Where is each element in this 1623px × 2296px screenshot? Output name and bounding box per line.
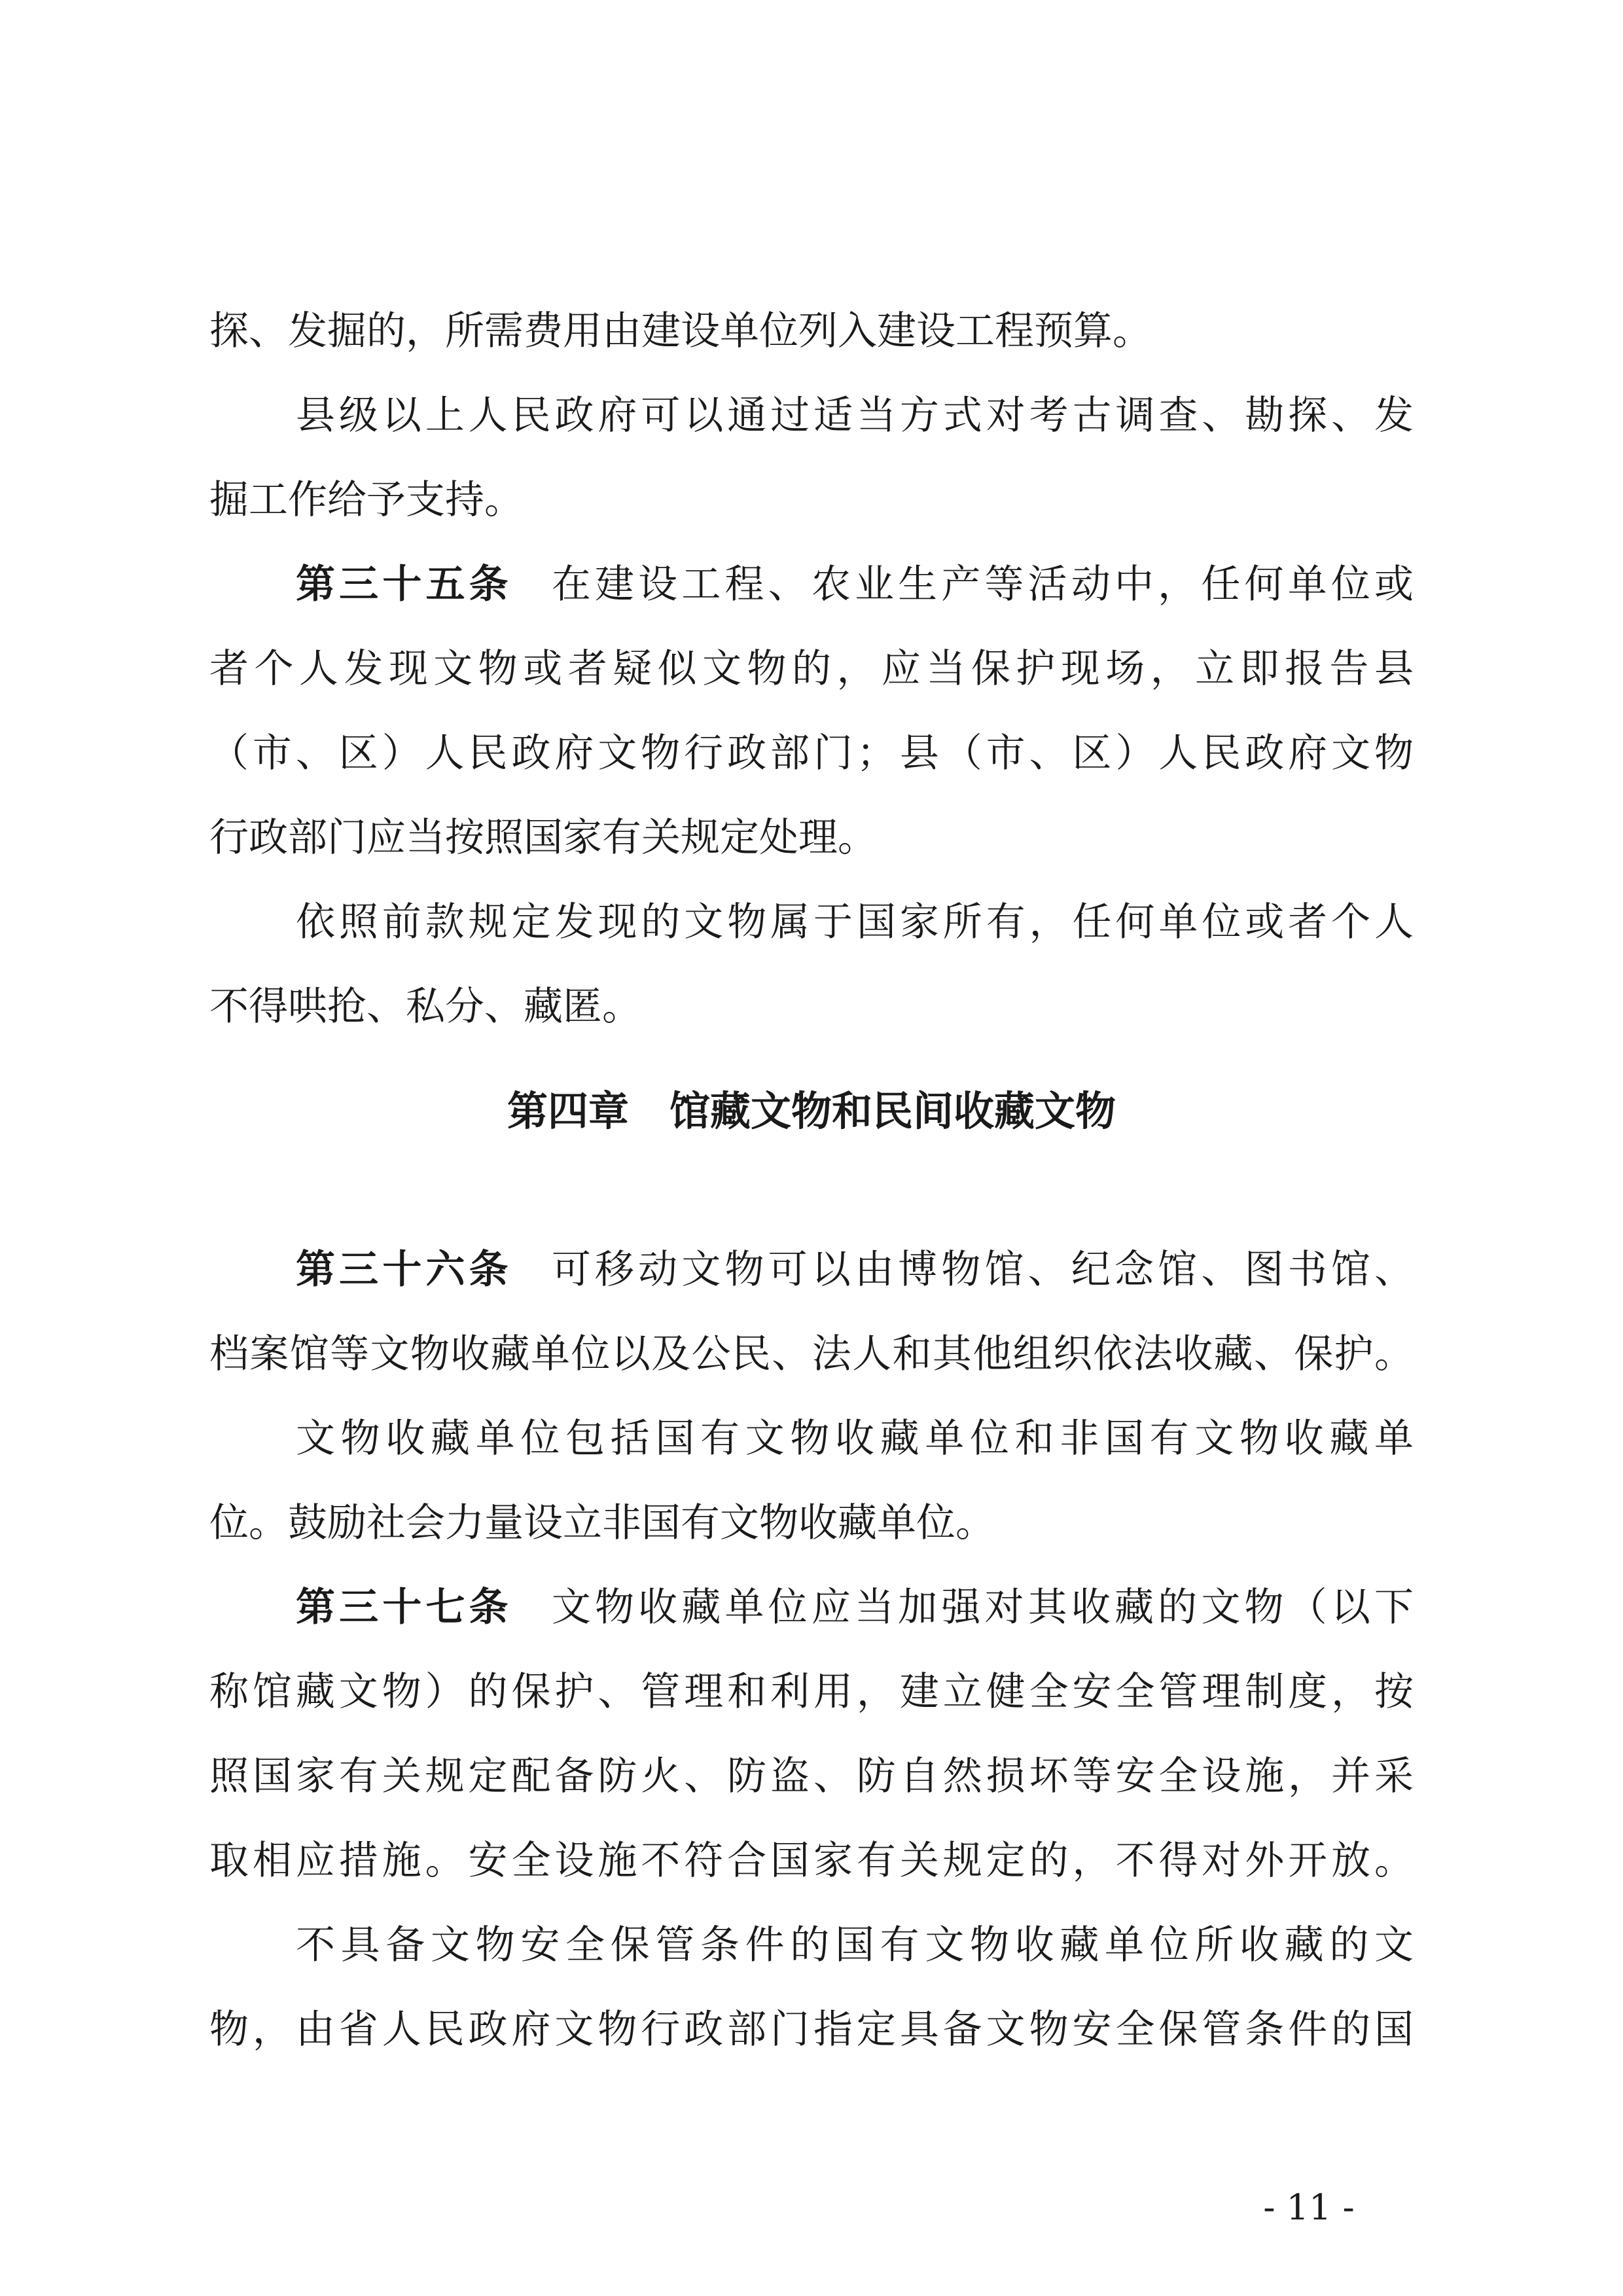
chapter-number: 第四章: [507, 1087, 629, 1135]
paragraph-line: 取相应措施。安全设施不符合国家有关规定的，不得对外开放。: [209, 1838, 1414, 1884]
paragraph-line: 位。鼓励社会力量设立非国有文物收藏单位。: [209, 1500, 995, 1546]
article-35-label: 第三十五条: [296, 562, 512, 607]
paragraph-line: 档案馆等文物收藏单位以及公民、法人和其他组织依法收藏、保护。: [209, 1331, 1414, 1377]
article-36-label: 第三十六条: [296, 1247, 512, 1293]
chapter-heading: [0, 1085, 1623, 1138]
article-35-text: 在建设工程、农业生产等活动中，任何单位或: [551, 562, 1414, 607]
paragraph-line: 称馆藏文物）的保护、管理和利用，建立健全安全管理制度，按: [209, 1669, 1414, 1715]
article-37-text: 文物收藏单位应当加强对其收藏的文物（以下: [551, 1585, 1414, 1630]
paragraph-line: 者个人发现文物或者疑似文物的，应当保护现场，立即报告县: [209, 646, 1414, 692]
paragraph-line: 照国家有关规定配备防火、防盗、防自然损坏等安全设施，并采: [209, 1753, 1414, 1799]
paragraph-line: （市、区）人民政府文物行政部门；县（市、区）人民政府文物: [209, 730, 1414, 776]
article-36-first-line: [296, 1244, 1414, 1296]
article-36-text: 可移动文物可以由博物馆、纪念馆、图书馆、: [551, 1247, 1414, 1293]
article-35-first-line: [296, 558, 1414, 611]
paragraph-line: 不得哄抢、私分、藏匿。: [209, 984, 641, 1030]
paragraph-line: 物，由省人民政府文物行政部门指定具备文物安全保管条件的国: [209, 2007, 1414, 2053]
page-number: - 11 -: [1263, 2187, 1355, 2228]
chapter-title: 馆藏文物和民间收藏文物: [669, 1087, 1116, 1135]
article-37-first-line: [296, 1581, 1414, 1634]
paragraph-line: 依照前款规定发现的文物属于国家所有，任何单位或者个人: [296, 899, 1414, 945]
paragraph-line: 县级以上人民政府可以通过适当方式对考古调查、勘探、发: [296, 393, 1414, 439]
article-37-label: 第三十七条: [296, 1585, 512, 1630]
paragraph-line: 文物收藏单位包括国有文物收藏单位和非国有文物收藏单: [296, 1416, 1414, 1462]
paragraph-line: 不具备文物安全保管条件的国有文物收藏单位所收藏的文: [296, 1922, 1414, 1968]
paragraph-line: 探、发掘的，所需费用由建设单位列入建设工程预算。: [209, 308, 1152, 354]
paragraph-line: 掘工作给予支持。: [209, 477, 524, 523]
paragraph-line: 行政部门应当按照国家有关规定处理。: [209, 815, 877, 861]
